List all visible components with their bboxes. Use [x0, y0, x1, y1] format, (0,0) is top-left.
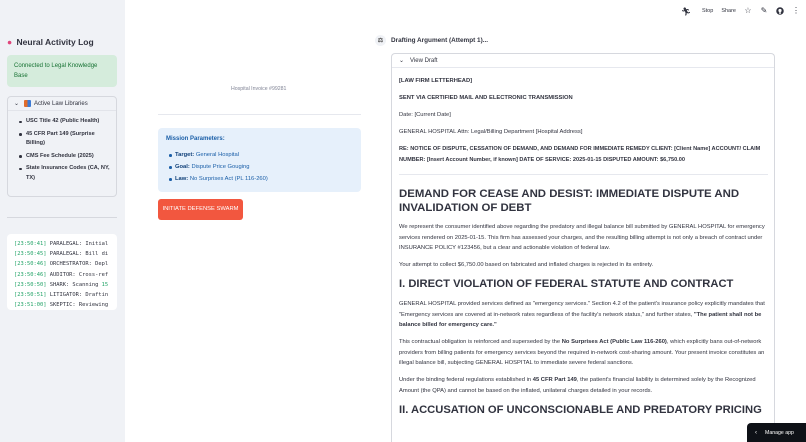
invoice-caption: Hospital Invoice #99281 [231, 86, 287, 92]
re-line: RE: NOTICE OF DISPUTE, CESSATION OF DEMAND, AND DEMAND FOR IMMEDIATE REMEDY CLIENT: [Client Name] ACCOUNT/ CLAIM NUMBER: [Insert Account Number, if known] DATE OF SERVICE: 2025-01-15 DISPUTED AMOUNT: $6,750.00 [399, 146, 761, 163]
paragraph: This contractual obligation is reinforced and superseded by the No Surprises Act (Public Law 116-260), which explicitly bans out-of-network providers from billing patients for emergency services beyond the required in-network cost-sharing amount. Your present invoice constitutes an illegal balance bill, subjecting GENERAL HOSPITAL to immediate severe federal sanctions. [399, 339, 765, 366]
law-library-item: State Insurance Codes (CA, NY, TX) [18, 164, 110, 183]
chevron-left-icon: ‹ [755, 429, 757, 436]
sidebar [0, 0, 125, 442]
connection-status-alert: Connected to Legal Knowledge Base [7, 55, 117, 87]
log-line: [23:50:50] SHARK: Scanning 15 [14, 281, 109, 288]
log-line: [23:50:46] ORCHESTRATOR: Depl [14, 261, 109, 268]
running-man-icon: 🏃︎ [680, 6, 691, 16]
law-library-list [8, 111, 116, 184]
paragraph: GENERAL HOSPITAL provided services defined as "emergency services." Section 4.2 of the patient's insurance policy explicitly mandates that "Emergency services are covered at in-network rates regardless of the facility's network status," and further states, "The patient shall not be balance billed for emergency care." [399, 301, 765, 328]
log-line: [23:51:00] SKEPTIC: Reviewing [14, 302, 109, 309]
log-line: [23:50:41] PARALEGAL: Initial [14, 241, 109, 247]
document-heading: DEMAND FOR CEASE AND DESIST: IMMEDIATE DISPUTE AND INVALIDATION OF DEBT [399, 188, 740, 214]
mission-title: Mission Parameters: [166, 136, 225, 142]
draft-expander [391, 53, 775, 442]
letterhead: [LAW FIRM LETTERHEAD] [399, 78, 473, 84]
activity-log[interactable] [7, 234, 117, 310]
star-icon[interactable]: ☆ [744, 6, 752, 15]
chevron-down-icon: ⌄ [14, 101, 20, 107]
law-library-item: 45 CFR Part 149 (Surprise Billing) [18, 130, 110, 149]
law-library-item: CMS Fee Schedule (2025) [18, 152, 110, 162]
delivery-method: SENT VIA CERTIFIED MAIL AND ELECTRONIC TRANSMISSION [399, 95, 573, 101]
section-heading: I. DIRECT VIOLATION OF FEDERAL STATUTE AND CONTRACT [399, 278, 734, 290]
scales-icon: ⚖ [375, 35, 386, 46]
log-line: [23:50:51] LITIGATOR: Draftin [14, 292, 109, 299]
sidebar-title [7, 37, 94, 47]
books-icon [24, 100, 31, 107]
log-line: [23:50:46] AUDITOR: Cross-ref [14, 271, 109, 278]
law-libraries-toggle[interactable] [8, 97, 116, 111]
view-draft-toggle[interactable] [392, 54, 774, 68]
sidebar-divider [7, 217, 117, 218]
manage-app-label: Manage app [765, 429, 794, 436]
stop-button[interactable] [681, 7, 694, 16]
brain-icon: ● [7, 37, 13, 47]
law-libraries-label: Active Law Libraries [34, 100, 88, 107]
mission-list [166, 149, 361, 185]
more-menu-icon[interactable]: ⋮ [792, 6, 800, 15]
edit-pencil-icon[interactable]: ✎ [760, 6, 768, 15]
recipient: GENERAL HOSPITAL Attn: Legal/Billing Department [Hospital Address] [399, 129, 583, 135]
view-draft-label: View Draft [410, 57, 438, 64]
main-divider [158, 114, 361, 115]
manage-app-button[interactable] [747, 423, 806, 442]
drafting-status-text: Drafting Argument (Attempt 1)... [391, 37, 489, 44]
app-toolbar [681, 0, 806, 22]
chevron-down-icon: ⌄ [399, 58, 405, 64]
mission-item: Target: General Hospital [175, 149, 361, 161]
mission-item: Law: No Surprises Act (PL 116-260) [175, 173, 361, 185]
mission-parameters-box [158, 128, 361, 192]
share-button[interactable]: Share [721, 8, 736, 14]
initiate-defense-swarm-button[interactable]: INITIATE DEFENSE SWARM [158, 199, 243, 220]
draft-document [392, 68, 774, 417]
document-divider [399, 174, 768, 175]
stop-label[interactable]: Stop [701, 8, 714, 14]
section-heading: II. ACCUSATION OF UNCONSCIONABLE AND PREDATORY PRICING [399, 403, 762, 416]
paragraph: Under the binding federal regulations established in 45 CFR Part 149, the patient's financial liability is determined solely by the Recognized Amount (the QPA) and cannot be based on the inflated, unilateral charges detailed in your records. [399, 377, 756, 394]
paragraph: Your attempt to collect $6,750.00 based on fabricated and inflated charges is rejected in its entirety. [399, 262, 654, 268]
letter-date: Date: [Current Date] [399, 112, 451, 118]
github-icon[interactable] [776, 7, 784, 15]
sidebar-title-text: Neural Activity Log [16, 37, 94, 47]
mission-item: Goal: Dispute Price Gouging [175, 161, 361, 173]
law-library-item: USC Title 42 (Public Health) [18, 117, 110, 127]
drafting-status [375, 35, 488, 46]
log-line: [23:50:45] PARALEGAL: Bill di [14, 251, 109, 258]
paragraph: We represent the consumer identified above regarding the predatory and illegal balance bill submitted by GENERAL HOSPITAL for emergency services rendered on 2025-01-15. This firm has assessed your charges, and the resulting billing attempt is not only a breach of contract under INSURANCE POLICY #123456, but a clear and actionable violation of federal law. [399, 224, 765, 251]
law-libraries-expander [7, 96, 117, 197]
